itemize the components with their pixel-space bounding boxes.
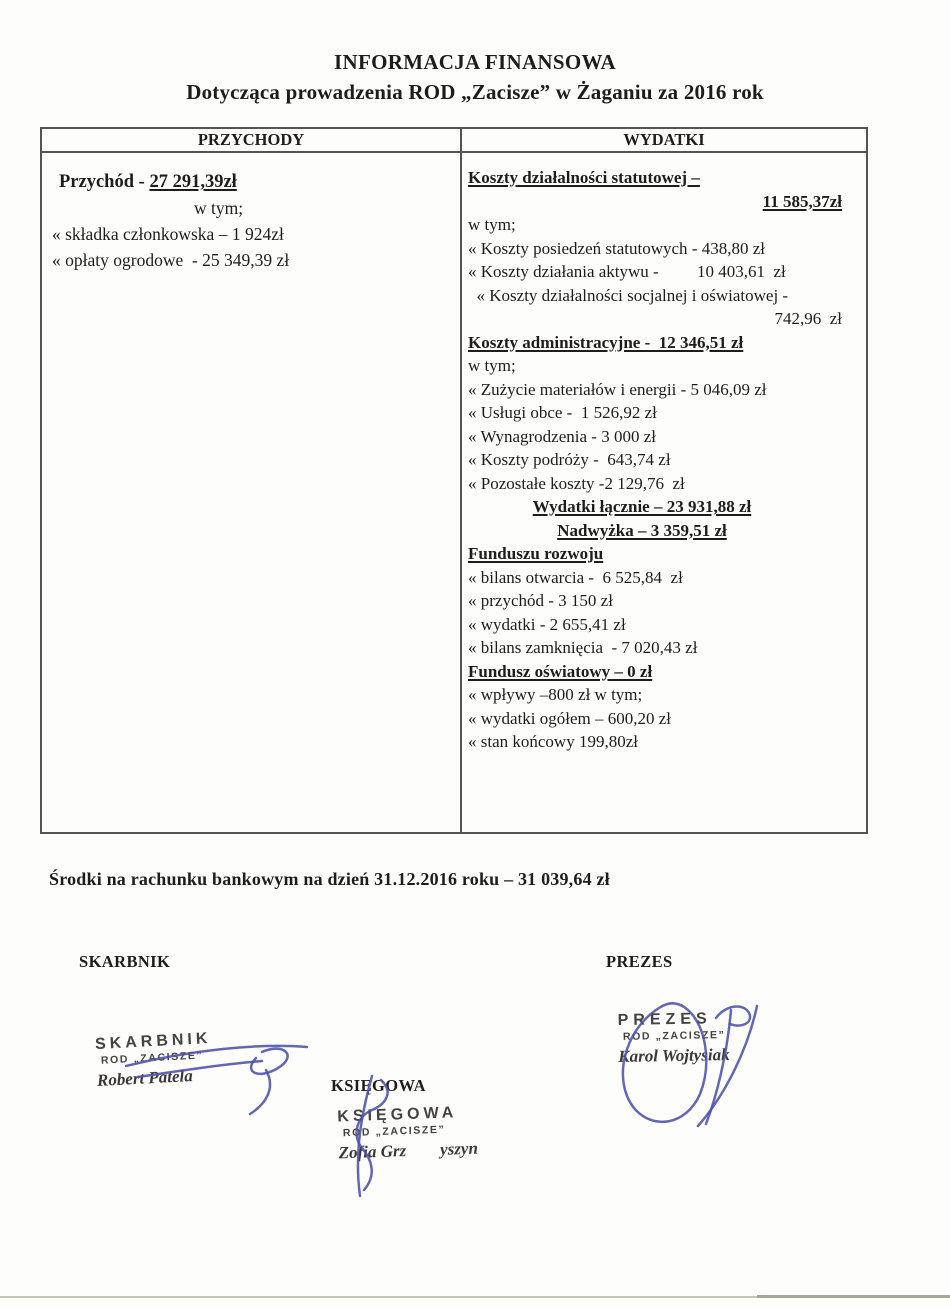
ksiegowa-label: KSIĘGOWA <box>331 1076 426 1095</box>
ksiegowa-stamp-name-suffix: yszyn <box>439 1138 479 1159</box>
wydatki-line: w tym; <box>468 215 516 234</box>
wydatki-line: « Usługi obce - 1 526,92 zł <box>468 403 657 422</box>
skarbnik-stamp <box>95 1030 214 1091</box>
ksiegowa-stamp-name-gap <box>406 1155 440 1156</box>
wydatki-line: « bilans otwarcia - 6 525,84 zł <box>468 567 683 587</box>
finance-table <box>40 127 868 834</box>
skarbnik-label: SKARBNIK <box>79 952 171 971</box>
wydatki-line: « Pozostałe koszty -2 129,76 zł <box>468 473 685 493</box>
wydatki-line: Wydatki łącznie – 23 931,88 zł <box>532 497 752 516</box>
wydatki-line: « przychód - 3 150 zł <box>468 591 613 610</box>
przychody-item: « opłaty ogrodowe - 25 349,39 zł <box>52 250 290 270</box>
wydatki-line: « Koszty działania aktywu - 10 403,61 zł <box>468 262 786 281</box>
wydatki-line: « Zużycie materiałów i energii - 5 046,09 zł <box>468 379 767 399</box>
scan-edge-line-dark <box>757 1295 950 1298</box>
prezes-stamp-name: Karol Wojtysiak <box>618 1045 730 1066</box>
wydatki-line: « Koszty działalności socjalnej i oświatowej - <box>468 285 789 305</box>
column-header-przychody: PRZYCHODY <box>42 129 462 151</box>
skarbnik-stamp-role: SKARBNIK <box>94 1029 212 1054</box>
ksiegowa-stamp <box>337 1104 478 1164</box>
table-header-row <box>42 129 866 153</box>
wydatki-line: « stan końcowy 199,80zł <box>468 732 638 751</box>
bank-balance-note: Środki na rachunku bankowym na dzień 31.12.2016 roku – 31 039,64 zł <box>49 869 610 889</box>
document-subtitle: Dotycząca prowadzenia ROD „Zacisze” w Żaganiu za 2016 rok <box>186 80 764 104</box>
przychody-wtym-line: w tym; <box>194 198 244 218</box>
wydatki-line: Koszty administracyjne - 12 346,51 zł <box>468 332 744 352</box>
document-title: INFORMACJA FINANSOWA <box>334 50 616 74</box>
przychody-item: « składka członkowska – 1 924zł <box>52 224 284 244</box>
wydatki-line: Koszty działalności statutowej – <box>468 168 700 187</box>
prezes-stamp-role: PREZES <box>617 1010 712 1029</box>
prezes-stamp <box>618 1010 730 1067</box>
wydatki-line: 742,96 zł <box>774 309 842 328</box>
wydatki-line: « wydatki ogółem – 600,20 zł <box>468 708 672 728</box>
wydatki-line: « wpływy –800 zł w tym; <box>468 685 643 704</box>
przychod-total-label: Przychód - <box>59 172 150 192</box>
przychod-total-value: 27 291,39zł <box>149 172 237 192</box>
przychod-total-line <box>52 169 454 195</box>
wydatki-line: w tym; <box>468 356 516 375</box>
column-header-wydatki: WYDATKI <box>623 130 705 149</box>
wydatki-cell <box>462 153 866 832</box>
wydatki-line: « wydatki - 2 655,41 zł <box>468 614 626 634</box>
prezes-label: PREZES <box>606 952 673 971</box>
wydatki-line: Nadwyżka – 3 359,51 zł <box>557 520 727 540</box>
prezes-stamp-org: ROD „ZACISZE” <box>622 1029 726 1043</box>
skarbnik-stamp-org: ROD „ZACISZE” <box>100 1049 204 1067</box>
wydatki-line: Fundusz oświatowy – 0 zł <box>468 661 653 681</box>
table-body-row <box>42 153 866 832</box>
ksiegowa-stamp-org: ROD „ZACISZE” <box>342 1123 446 1140</box>
ksiegowa-stamp-name-prefix: Zofia Grz <box>338 1141 407 1163</box>
wydatki-line: « Wynagrodzenia - 3 000 zł <box>468 426 656 446</box>
skarbnik-stamp-name: Robert Patela <box>96 1066 194 1091</box>
ksiegowa-stamp-role: KSIĘGOWA <box>337 1104 458 1126</box>
wydatki-line: « Koszty podróży - 643,74 zł <box>468 450 671 469</box>
title-block <box>0 50 950 105</box>
ksiegowa-stamp-name <box>338 1139 478 1164</box>
wydatki-line: « bilans zamknięcia - 7 020,43 zł <box>468 638 698 657</box>
wydatki-line: 11 585,37zł <box>762 191 842 211</box>
wydatki-line: « Koszty posiedzeń statutowych - 438,80 zł <box>468 238 765 258</box>
wydatki-line: Funduszu rozwoju <box>468 544 604 563</box>
przychody-cell <box>42 153 462 832</box>
